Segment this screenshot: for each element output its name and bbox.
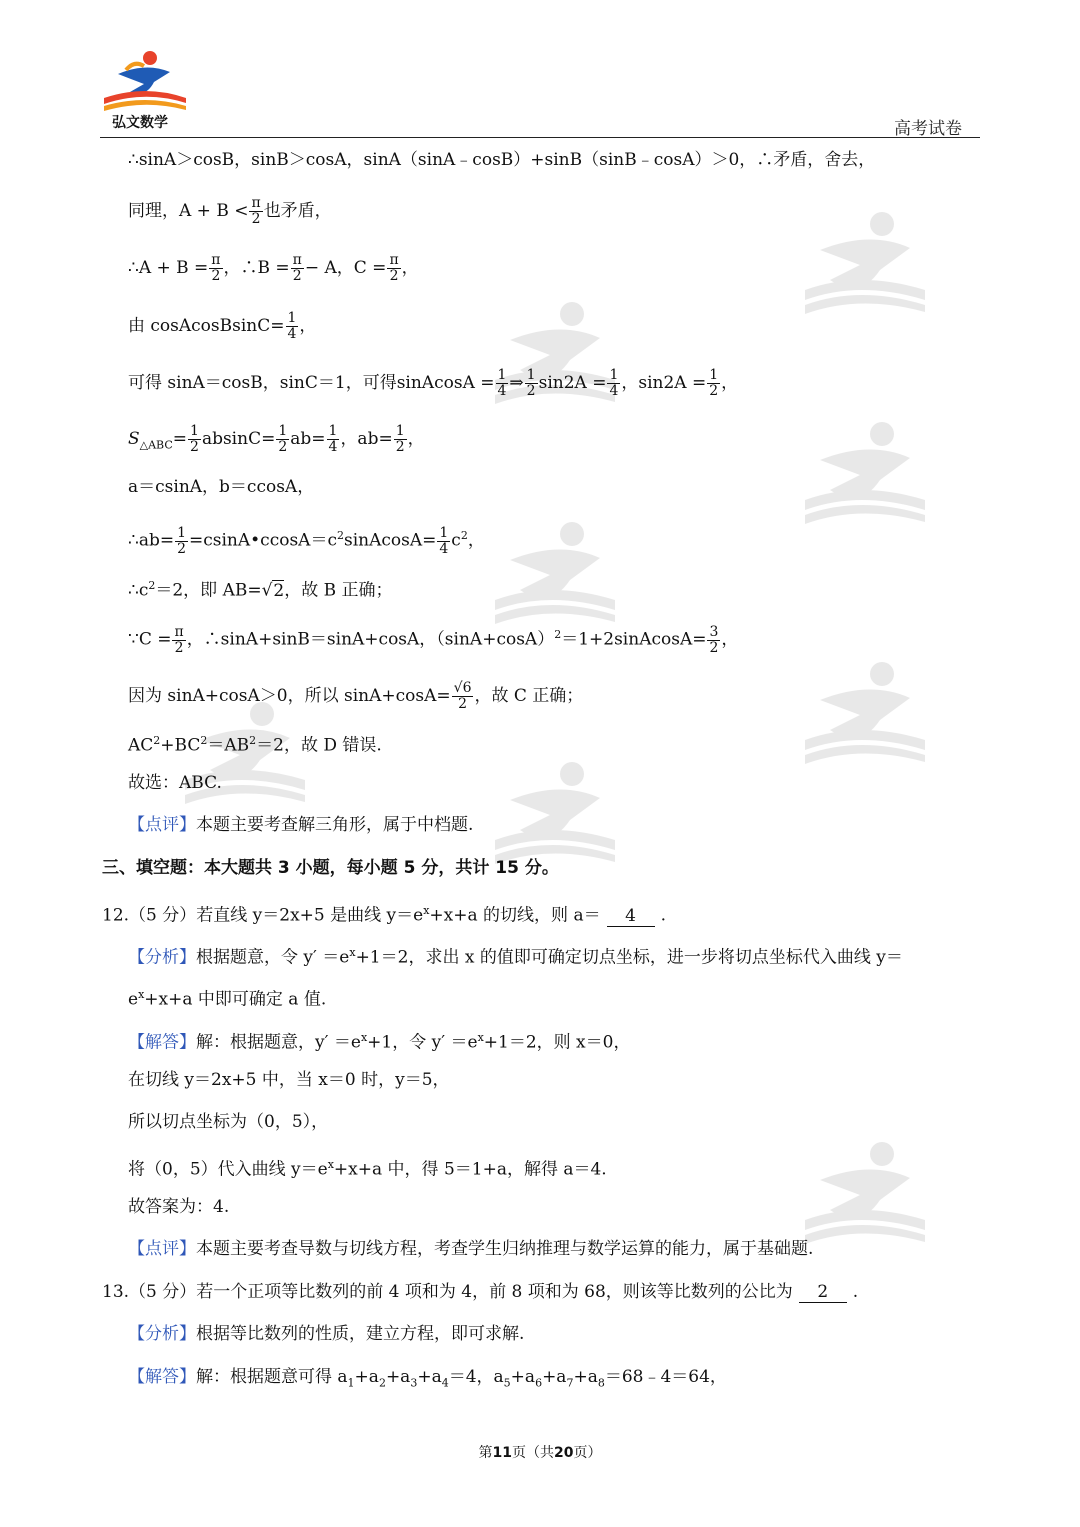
comment-line: 【点评】本题主要考查解三角形，属于中档题. xyxy=(128,815,474,835)
text-line: ∴ab= $\frac{1}{2}$ $=csinA•ccosA=c^2sinAcosA=$ $\frac{1}{4}$ $c^2$， xyxy=(128,524,485,557)
comment-tag: 【点评】 xyxy=(128,815,196,835)
watermark-logo xyxy=(800,210,930,320)
text-line: $\therefore c^2=2$，即 AB=√2，故 B 正确； xyxy=(128,579,393,601)
answer-blank: 2 xyxy=(799,1282,847,1303)
fraction: $\frac{1}{2}$ xyxy=(177,524,186,557)
question-12: 12.（5 分）若直线 y＝2x+5 是曲线 $y=e^x+x+a$ 的切线，则 a＝ 4 . xyxy=(102,904,666,926)
fraction: $\frac{\pi}{2}$ xyxy=(211,252,221,284)
text-line: ∴sinA＞cosB，sinB＞cosA，sinA（sinA﹣cosB）+sinB（sinB﹣cosA）＞0，∴矛盾，舍去， xyxy=(128,150,876,170)
solution-tag: 【解答】 xyxy=(128,1032,196,1053)
text-line: 在切线 y＝2x+5 中，当 x＝0 时，y＝5， xyxy=(128,1070,450,1090)
text-line: ∵C = $\frac{\pi}{2}$ ，∴sinA+sinB＝sinA+cosA，$(\sin A+\cos A)^2=1+2sinAcosA=$ $\frac{3}{2}$ ， xyxy=(128,623,739,656)
page-number: 11 xyxy=(492,1445,512,1461)
fraction: $\frac{√6}{2}$ xyxy=(453,680,472,712)
text-line: 可得 sinA＝cosB，sinC＝1，可得sinAcosA = $\frac{1}{4}$ ⇒ $\frac{1}{2}$ sin2A = $\frac{1}{4}$ ，sin2A = $\frac{1}{2}$ ， xyxy=(128,367,739,399)
text-line: 将（0，5）代入曲线 $y=e^x+x+a$ 中，得 5＝1+a，解得 a＝4. xyxy=(128,1158,607,1180)
text-line: 由 cosAcosBsinC= $\frac{1}{4}$ ， xyxy=(128,310,317,342)
text-line: 故答案为：4. xyxy=(128,1197,230,1217)
exam-label: 高考试卷 xyxy=(894,119,962,139)
fraction: $\frac{1}{2}$ xyxy=(395,423,405,455)
analysis-tag: 【分析】 xyxy=(128,1324,196,1344)
text-line: ∴A + B = $\frac{\pi}{2}$ ，∴B = $\frac{\pi}{2}$ − A，C = $\frac{\pi}{2}$ ， xyxy=(128,252,419,284)
fraction: $\frac{1}{4}$ xyxy=(609,367,619,399)
solution-line: 【解答】解：根据题意，$y' =e^x+1$，令 $y' =e^x+1=2$，则 x＝0， xyxy=(128,1031,631,1053)
total-pages: 20 xyxy=(554,1445,574,1461)
fraction: $\frac{1}{2}$ xyxy=(278,423,288,455)
fraction: $\frac{1}{2}$ xyxy=(526,367,536,399)
text-line: a＝csinA，b＝ccosA， xyxy=(128,477,315,497)
fraction: $\frac{1}{4}$ xyxy=(497,367,507,399)
fraction: $\frac{1}{2}$ xyxy=(190,423,199,455)
watermark-logo xyxy=(490,760,620,870)
text-line: 因为 sinA+cosA＞0，所以 sinA+cosA= $\frac{√6}{2}$ ，故 C 正确； xyxy=(128,680,584,712)
analysis-line: 【分析】根据题意，令 $y' =e^x+1=2$，求出 x 的值即可确定切点坐标，进一步将切点坐标代入曲线 y＝ xyxy=(128,946,903,968)
text-line: 同理，A + B < $\frac{\pi}{2}$ 也矛盾， xyxy=(128,195,332,227)
text-line: $e^x+x+a$ 中即可确定 a 值. xyxy=(128,988,327,1010)
text-line: $AC^2+BC^2=AB^2=2$，故 D 错误. xyxy=(128,734,382,756)
analysis-line: 【分析】根据等比数列的性质，建立方程，即可求解. xyxy=(128,1324,525,1344)
watermark-logo xyxy=(800,660,930,770)
watermark-logo xyxy=(800,420,930,530)
fraction: $\frac{\pi}{2}$ xyxy=(174,623,184,656)
header-divider xyxy=(100,137,980,138)
fraction: $\frac{\pi}{2}$ xyxy=(389,252,399,284)
fraction: $\frac{1}{4}$ xyxy=(439,524,449,557)
solution-line: 【解答】解：根据题意可得 $a_1+a_2+a_3+a_4=4$，$a_5+a_6+a_7+a_8=68﹣4=64$， xyxy=(128,1367,727,1390)
solution-tag: 【解答】 xyxy=(128,1367,196,1387)
answer-blank: 4 xyxy=(607,906,655,927)
comment-tag: 【点评】 xyxy=(128,1239,196,1259)
fraction: $\frac{1}{4}$ xyxy=(287,310,297,342)
fraction: $\frac{\pi}{2}$ xyxy=(251,195,261,227)
text-line: $S_{\triangle ABC}=$ $\frac{1}{2}$ absinC= $\frac{1}{2}$ ab= $\frac{1}{4}$ ，ab= $\frac{1}{2}$ ， xyxy=(128,423,425,455)
text-line: 故选：ABC. xyxy=(128,773,222,793)
comment-line: 【点评】本题主要考查导数与切线方程，考查学生归纳推理与数学运算的能力，属于基础题. xyxy=(128,1239,814,1259)
page-footer: 第11页（共20页） xyxy=(478,1445,602,1461)
analysis-tag: 【分析】 xyxy=(128,947,196,968)
logo-text: 弘文数学 xyxy=(112,115,168,131)
page-header xyxy=(100,48,980,140)
fraction: $\frac{\pi}{2}$ xyxy=(292,252,302,284)
question-13: 13.（5 分）若一个正项等比数列的前 4 项和为 4，前 8 项和为 68，则该等比数列的公比为 2 . xyxy=(102,1282,859,1302)
watermark-logo xyxy=(800,1140,930,1250)
fraction: $\frac{3}{2}$ xyxy=(709,623,719,656)
fraction: $\frac{1}{4}$ xyxy=(328,423,338,455)
text-line: 所以切点坐标为（0，5）， xyxy=(128,1112,329,1132)
section-heading: 三、填空题：本大题共 3 小题，每小题 5 分，共计 15 分。 xyxy=(102,858,559,878)
fraction: $\frac{1}{2}$ xyxy=(709,367,719,399)
watermark-logo xyxy=(490,520,620,630)
